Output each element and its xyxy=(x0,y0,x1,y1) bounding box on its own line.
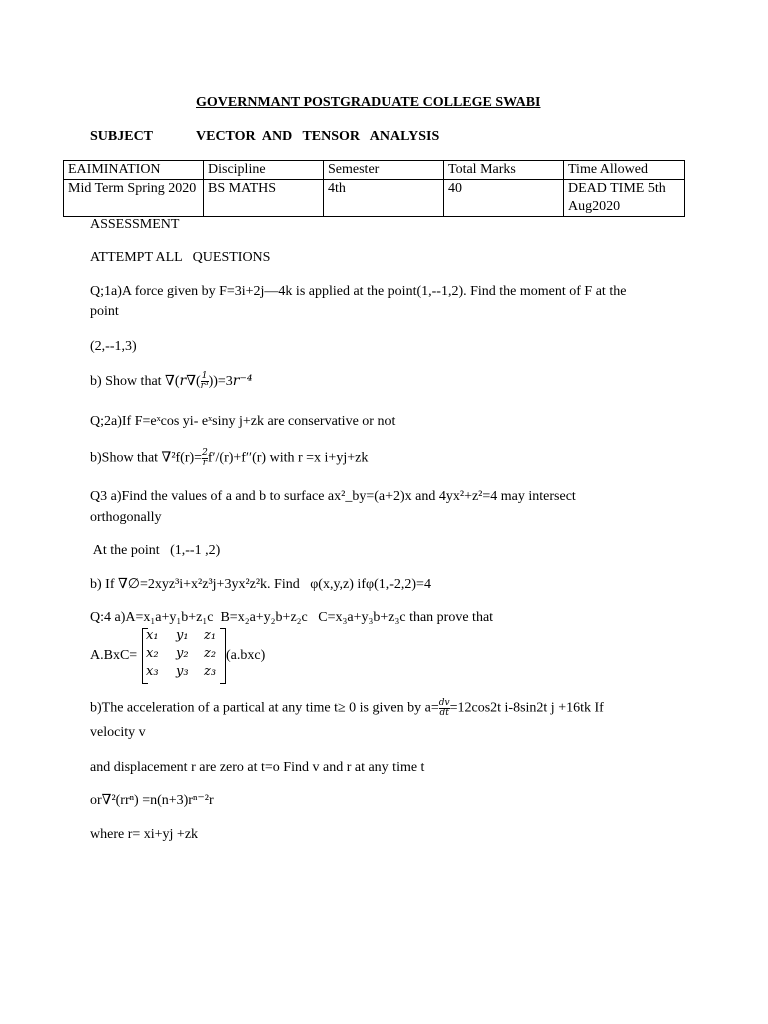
q2b-frac-num: 2 xyxy=(202,448,208,458)
q4b-line4: or∇²(rrⁿ) =n(n+3)rⁿ⁻²r xyxy=(90,793,214,808)
header-cell: Time Allowed xyxy=(564,161,685,180)
q3b-line: b) If ∇∅=2xyz³i+x²z³j+3yx²z²k. Find φ(x,y,z) ifφ(1,-2,2)=4 xyxy=(90,577,431,592)
subject-value: VECTOR AND TENSOR ANALYSIS xyxy=(196,129,440,144)
q4a-rhs: (a.bxc) xyxy=(226,648,266,663)
matrix-cell: y₂ xyxy=(176,646,189,661)
q1b-rhs: r⁻⁴ xyxy=(232,373,253,389)
q4a-lhs: A.BxC= xyxy=(90,648,138,663)
table-cell: DEAD TIME 5th Aug2020 xyxy=(564,180,685,217)
q4a-line1: Q:4 a)A=x₁a+y₁b+z₁c B=x₂a+y₂b+z₂c C=x₃a+y₃b+z₃c than prove that xyxy=(90,610,494,625)
q1b-prefix: b) Show that ∇( xyxy=(90,374,180,389)
q3a-line1: Q3 a)Find the values of a and b to surface ax²_by=(a+2)x and 4yx²+z²=4 may intersect xyxy=(90,489,576,504)
q2b-frac-den: r xyxy=(202,458,208,468)
q4b-line2: velocity v xyxy=(90,725,146,740)
table-cell: 40 xyxy=(444,180,564,217)
exam-info-table xyxy=(63,160,685,217)
q3a-line3: At the point (1,--1 ,2) xyxy=(90,543,221,558)
header-cell: EAIMINATION xyxy=(64,161,204,180)
header-cell: Semester xyxy=(324,161,444,180)
q4b-fraction xyxy=(439,699,450,718)
matrix-cell: y₁ xyxy=(176,628,189,643)
q1b-suffix: ))=3 xyxy=(208,374,233,389)
q3a-line2: orthogonally xyxy=(90,510,162,525)
q4b-prefix: b)The acceleration of a partical at any time t≥ 0 is given by a= xyxy=(90,700,439,716)
q4b-line1 xyxy=(90,699,604,718)
q4b-suffix: =12cos2t i-8sin2t j +16tk If xyxy=(449,700,604,716)
q4b-line3: and displacement r are zero at t=o Find v and r at any time t xyxy=(90,760,425,775)
matrix-cell: z₃ xyxy=(204,664,217,679)
matrix-cell: x₁ xyxy=(146,628,159,643)
q2a-line: Q;2a)If F=eˣcos yi- eˣsiny j+zk are conservative or not xyxy=(90,414,396,429)
matrix-cell: x₂ xyxy=(146,646,159,661)
instruction-text: ATTEMPT ALL QUESTIONS xyxy=(90,250,271,265)
q2b-suffix: f′/(r)+f′′(r) with r =x i+yj+zk xyxy=(207,450,369,466)
q1b-r: r xyxy=(179,373,187,389)
q4b-frac-num: dv xyxy=(438,698,450,708)
matrix-cell: x₃ xyxy=(146,664,159,679)
q1a-line2: point xyxy=(90,304,119,319)
table-cell: Mid Term Spring 2020 xyxy=(64,180,204,217)
q1b-fraction xyxy=(201,372,209,391)
college-title: GOVERNMANT POSTGRADUATE COLLEGE SWABI xyxy=(196,95,541,110)
q1b-frac-den: r³ xyxy=(200,381,209,392)
q1b-frac-num: 1 xyxy=(201,371,208,382)
q1a-line1: Q;1a)A force given by F=3i+2j—4k is applied at the point(1,--1,2). Find the moment of F at the xyxy=(90,284,627,299)
q4b-line5: where r= xi+yj +zk xyxy=(90,827,199,842)
subject-label: SUBJECT xyxy=(90,129,154,144)
matrix-cell: z₁ xyxy=(204,628,217,643)
q1a-line3: (2,--1,3) xyxy=(90,339,137,354)
q1b-mid: ∇( xyxy=(186,374,201,389)
q2b-prefix: b)Show that ∇²f(r)= xyxy=(90,450,203,466)
q2b-line xyxy=(90,449,368,468)
table-row xyxy=(64,180,685,217)
matrix-cell: y₃ xyxy=(176,664,189,679)
header-cell: Total Marks xyxy=(444,161,564,180)
q4b-frac-den: dt xyxy=(439,708,449,718)
table-cell: BS MATHS xyxy=(204,180,324,217)
matrix-cell: z₂ xyxy=(204,646,217,661)
table-header-row xyxy=(64,161,685,180)
table-cell: 4th xyxy=(324,180,444,217)
q1b-line xyxy=(90,372,253,391)
assessment-heading: ASSESSMENT xyxy=(90,217,180,232)
header-cell: Discipline xyxy=(204,161,324,180)
